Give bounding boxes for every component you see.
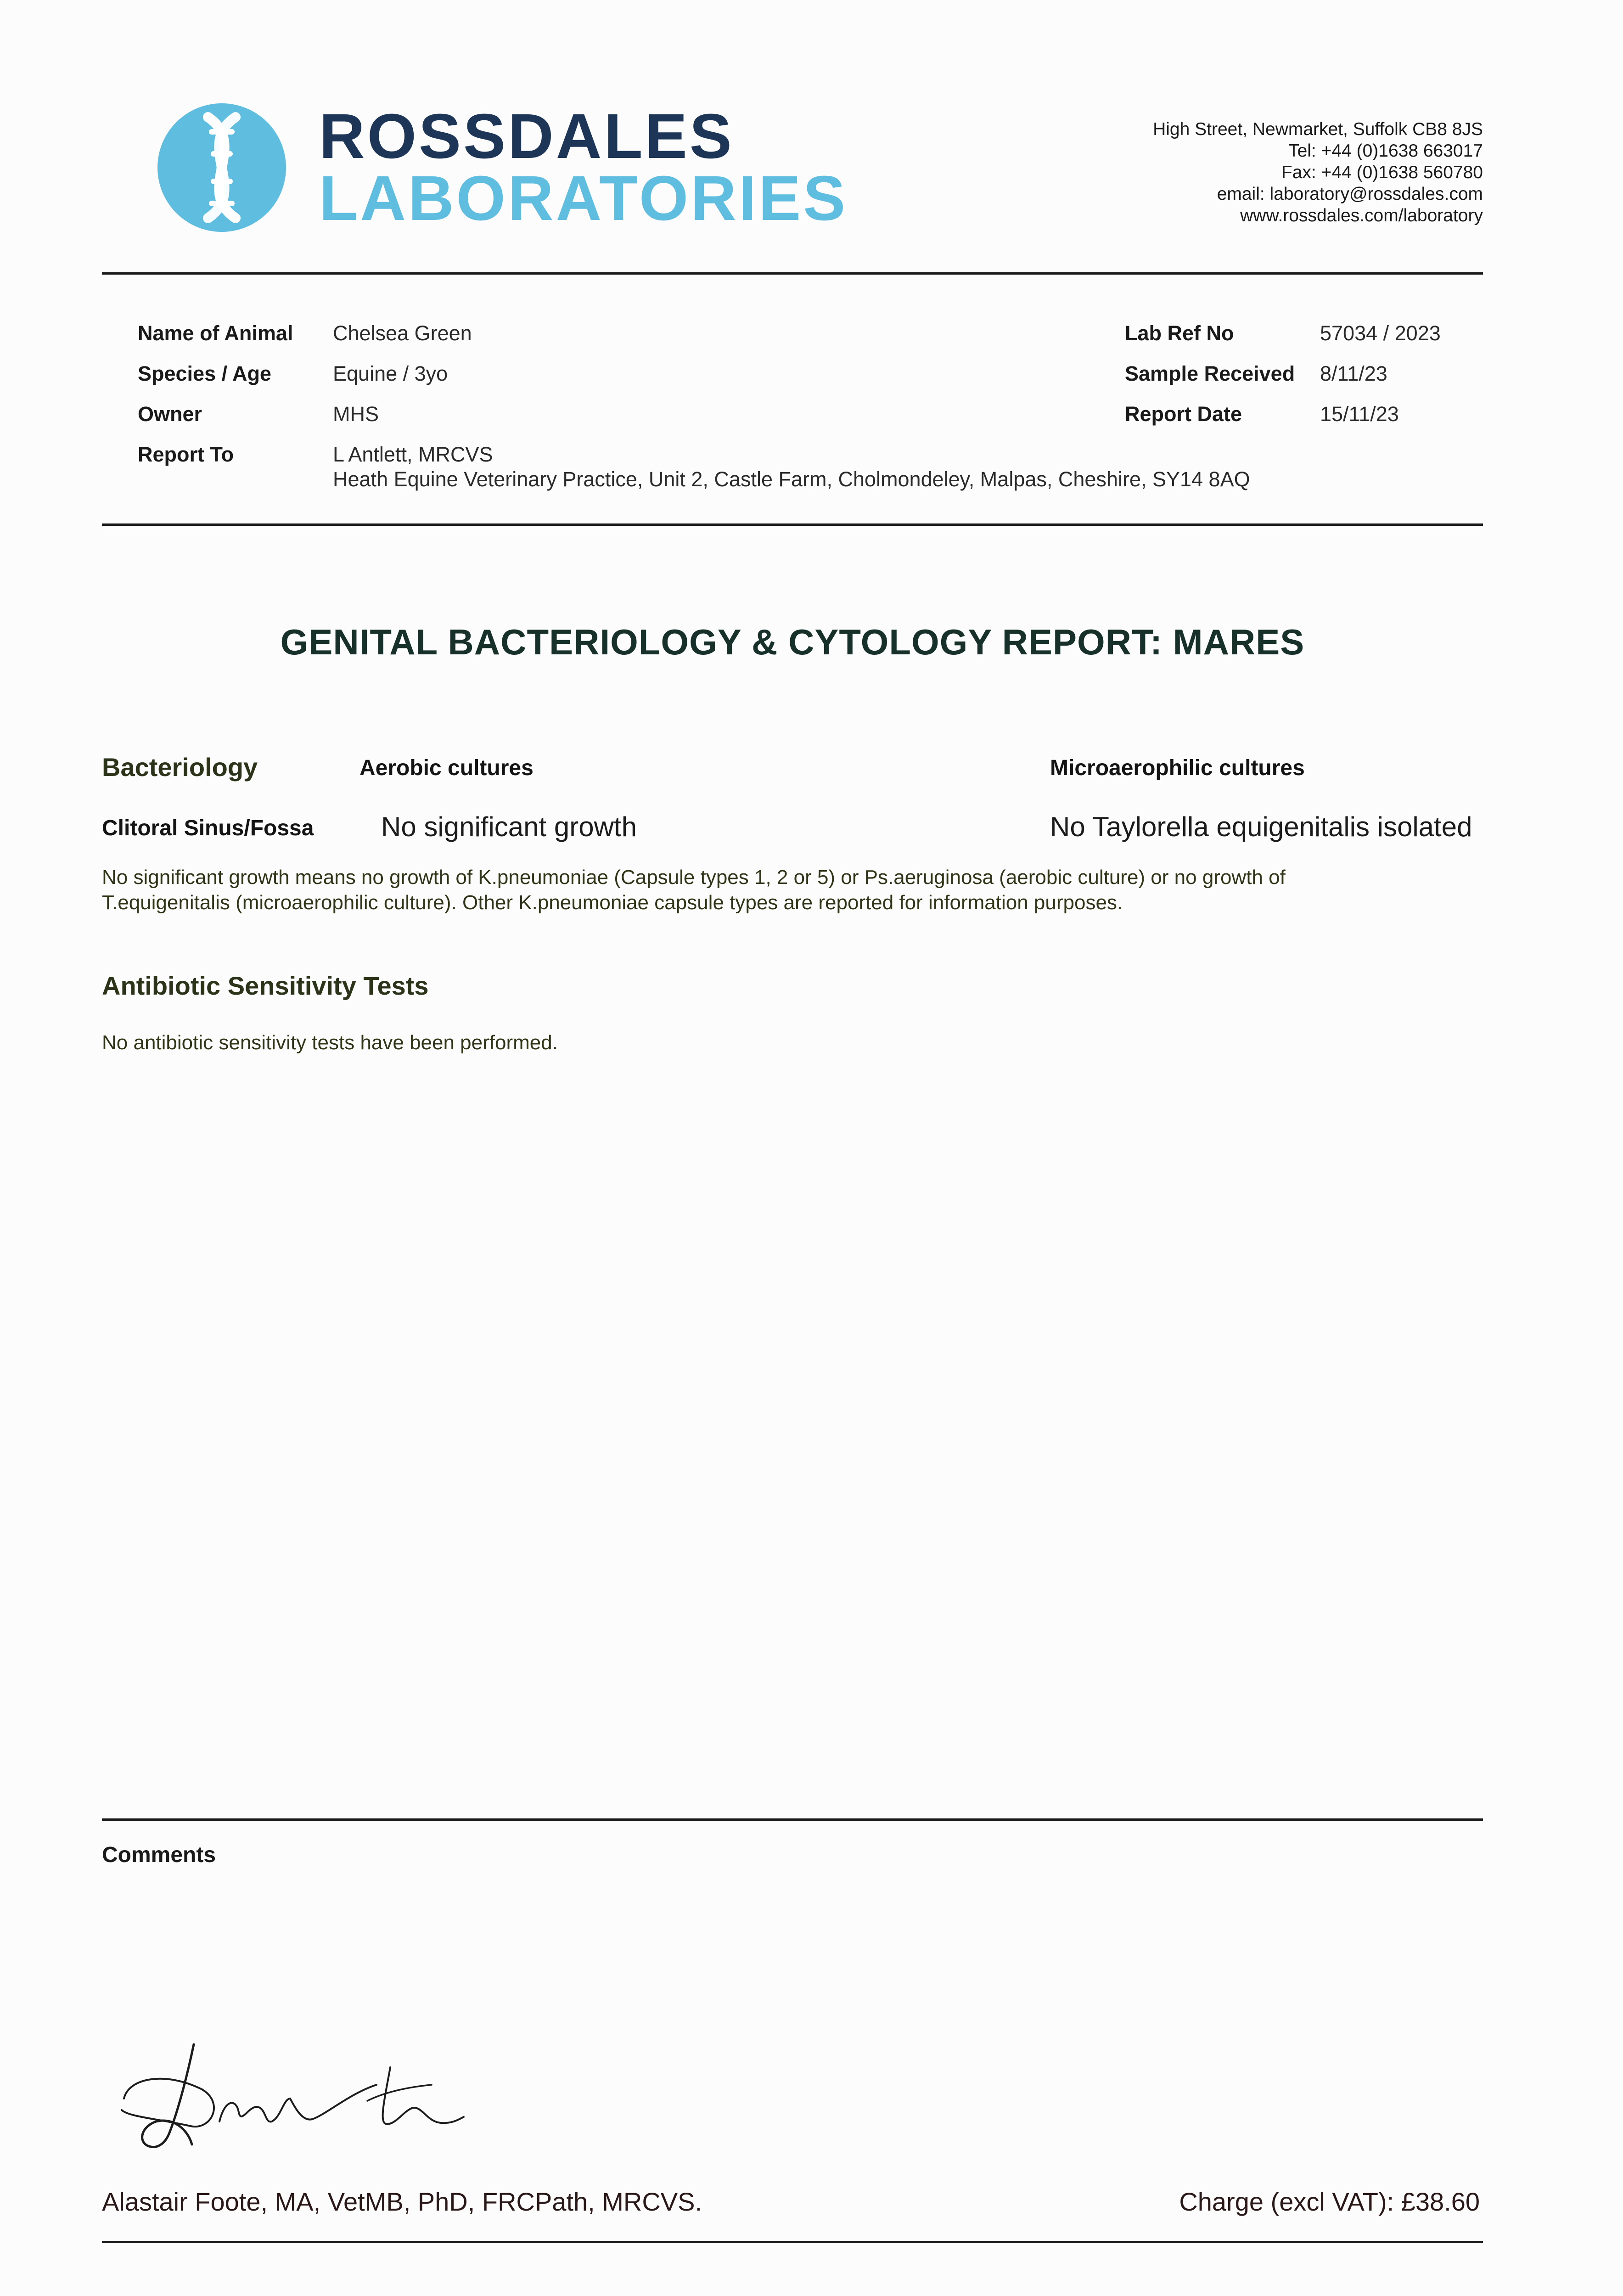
address-email: email: laboratory@rossdales.com [1217,184,1483,204]
value-owner: MHS [333,402,379,426]
aerobic-cultures-heading: Aerobic cultures [359,756,534,780]
address-street: High Street, Newmarket, Suffolk CB8 8JS [1153,119,1483,139]
value-lab-ref: 57034 / 2023 [1320,321,1441,345]
divider-info [102,523,1483,526]
label-species-age: Species / Age [138,362,271,385]
antibiotic-text: No antibiotic sensitivity tests have been performed. [102,1031,558,1054]
report-title: GENITAL BACTERIOLOGY & CYTOLOGY REPORT: MARES [280,622,1305,662]
value-sample-received: 8/11/23 [1320,362,1387,385]
comments-label: Comments [102,1843,216,1867]
aerobic-result: No significant growth [381,811,637,842]
charge-amount: Charge (excl VAT): £38.60 [1179,2187,1480,2216]
microaerophilic-result: No Taylorella equigenitalis isolated [1050,811,1472,842]
bacteriology-heading: Bacteriology [102,753,258,782]
value-animal-name: Chelsea Green [333,321,472,345]
label-sample-received: Sample Received [1125,362,1295,385]
bacteriology-note [102,865,1433,915]
brand-name-line1: ROSSDALES [319,101,734,172]
signatory-name: Alastair Foote, MA, VetMB, PhD, FRCPath, MRCVS. [102,2187,702,2216]
label-animal-name: Name of Animal [138,321,293,345]
value-report-to-name: L Antlett, MRCVS [333,443,493,466]
dna-helix-icon [157,103,286,232]
value-report-to-address: Heath Equine Veterinary Practice, Unit 2, Castle Farm, Cholmondeley, Malpas, Cheshire, SY14 8AQ [333,467,1250,491]
value-report-date: 15/11/23 [1320,402,1399,426]
address-tel: Tel: +44 (0)1638 663017 [1288,141,1483,161]
lab-address-block [1153,118,1483,226]
microaerophilic-cultures-heading: Microaerophilic cultures [1050,756,1305,780]
address-fax: Fax: +44 (0)1638 560780 [1281,163,1483,182]
site-label: Clitoral Sinus/Fossa [102,816,314,840]
divider-top [102,272,1483,275]
bacteriology-note-line2: T.equigenitalis (microaerophilic culture). Other K.pneumoniae capsule types are reported for information purposes. [102,891,1123,914]
divider-comments [102,1818,1483,1821]
label-report-to: Report To [138,443,234,466]
brand-name-line2: LABORATORIES [319,163,848,234]
value-species-age: Equine / 3yo [333,362,448,385]
handwritten-signature [110,2030,468,2163]
label-owner: Owner [138,402,202,426]
label-report-date: Report Date [1125,402,1242,426]
antibiotic-heading: Antibiotic Sensitivity Tests [102,971,429,1000]
label-lab-ref: Lab Ref No [1125,321,1234,345]
address-website: www.rossdales.com/laboratory [1240,206,1483,225]
bacteriology-note-line1: No significant growth means no growth of K.pneumoniae (Capsule types 1, 2 or 5) or Ps.aeruginosa (aerobic culture) or no growth of [102,866,1286,889]
divider-bottom [102,2241,1483,2243]
